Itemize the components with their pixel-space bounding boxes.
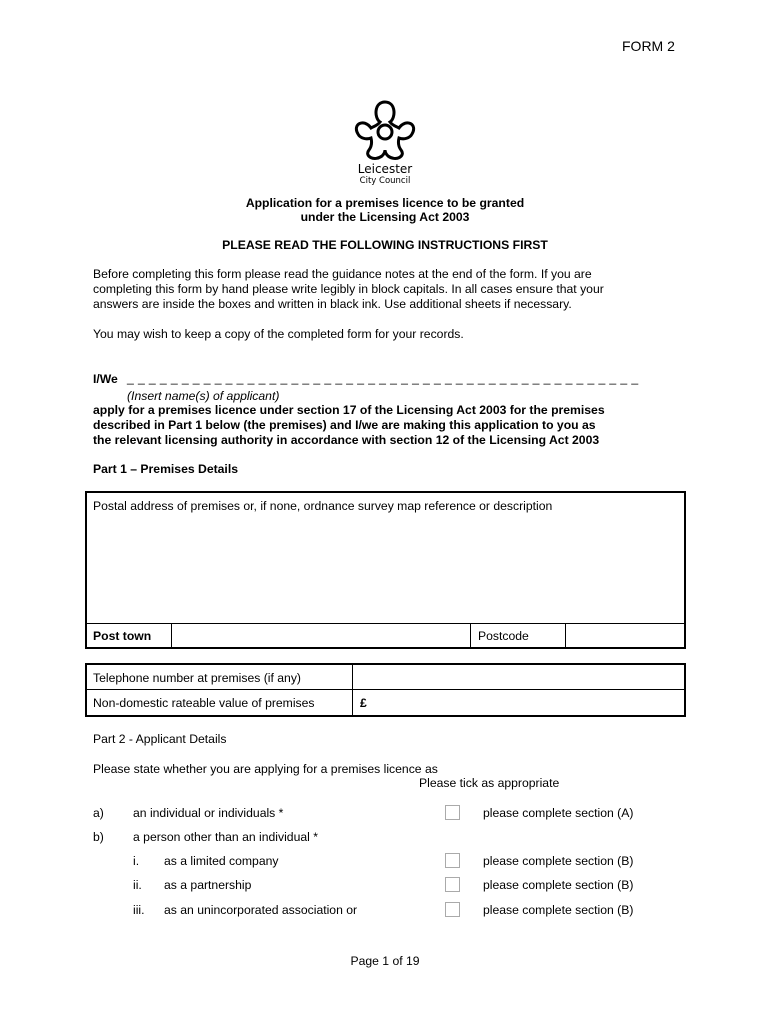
instructions-line3: answers are inside the boxes and written in black ink. Use additional sheets if necessary. xyxy=(93,297,572,311)
option-b-ii-marker: ii. xyxy=(133,878,142,892)
rateable-value-label: Non-domestic rateable value of premises xyxy=(93,696,315,710)
copy-note: You may wish to keep a copy of the completed form for your records. xyxy=(93,327,464,341)
document-title-line1: Application for a premises licence to be granted xyxy=(245,196,525,210)
logo-text-city-council: City Council xyxy=(359,176,411,186)
premises-address-input[interactable] xyxy=(87,493,684,623)
applicant-statement-line3: the relevant licensing authority in accordance with section 12 of the Licensing Act 2003 xyxy=(93,433,600,447)
premises-address-label: Postal address of premises or, if none, ordnance survey map reference or description xyxy=(93,499,553,513)
flower-emblem-icon xyxy=(350,96,420,162)
page-number: Page 1 of 19 xyxy=(350,954,420,968)
postcode-input[interactable] xyxy=(566,624,684,647)
option-b-iii-marker: iii. xyxy=(133,903,145,917)
premises-address-box xyxy=(85,491,686,649)
premises-contact-box xyxy=(85,663,686,717)
currency-symbol: £ xyxy=(360,696,367,710)
instructions-line1: Before completing this form please read the guidance notes at the end of the form. If you are xyxy=(93,267,592,281)
option-a-marker: a) xyxy=(93,806,104,820)
document-title-line2: under the Licensing Act 2003 xyxy=(300,210,470,224)
telephone-label: Telephone number at premises (if any) xyxy=(93,671,301,685)
option-b-i-marker: i. xyxy=(133,854,140,868)
option-b-marker: b) xyxy=(93,830,104,844)
rateable-value-input[interactable] xyxy=(353,690,684,715)
council-logo xyxy=(340,96,430,188)
applicant-statement-line2: described in Part 1 below (the premises) and I/we are making this application to you as xyxy=(93,418,596,432)
applicant-name-field[interactable]: _ _ _ _ _ _ _ _ _ _ _ _ _ _ _ _ _ _ _ _ _ _ _ _ _ _ _ _ _ _ _ _ _ _ _ _ _ _ _ _ _ _ _ _ _ _ _ xyxy=(127,371,639,385)
option-b-iii-label: as an unincorporated association or xyxy=(164,903,358,917)
part2-heading: Part 2 - Applicant Details xyxy=(93,732,227,746)
telephone-input[interactable] xyxy=(353,665,684,689)
option-a-checkbox[interactable] xyxy=(445,805,460,820)
part2-prompt: Please state whether you are applying for a premises licence as xyxy=(93,762,438,776)
option-b-i-label: as a limited company xyxy=(164,854,279,868)
applicant-label: I/We xyxy=(93,372,118,386)
option-a-action: please complete section (A) xyxy=(483,806,634,820)
applicant-name-hint: (Insert name(s) of applicant) xyxy=(127,389,280,403)
tick-hint: Please tick as appropriate xyxy=(419,776,560,790)
instructions-notice: PLEASE READ THE FOLLOWING INSTRUCTIONS FIRST xyxy=(222,238,548,252)
option-b-ii-action: please complete section (B) xyxy=(483,878,634,892)
form-number: FORM 2 xyxy=(622,38,675,54)
option-b-i-checkbox[interactable] xyxy=(445,853,460,868)
option-b-label: a person other than an individual * xyxy=(133,830,318,844)
instructions-line2: completing this form by hand please write legibly in block capitals. In all cases ensure that your xyxy=(93,282,604,296)
option-b-iii-action: please complete section (B) xyxy=(483,903,634,917)
option-a-label: an individual or individuals * xyxy=(133,806,284,820)
applicant-statement-line1: apply for a premises licence under section 17 of the Licensing Act 2003 for the premises xyxy=(93,403,605,417)
option-b-ii-label: as a partnership xyxy=(164,878,252,892)
post-town-input[interactable] xyxy=(172,624,470,647)
option-b-iii-checkbox[interactable] xyxy=(445,902,460,917)
logo-text-leicester: Leicester xyxy=(357,162,413,176)
option-b-i-action: please complete section (B) xyxy=(483,854,634,868)
post-town-label: Post town xyxy=(93,629,152,643)
part1-heading: Part 1 – Premises Details xyxy=(93,462,238,476)
option-b-ii-checkbox[interactable] xyxy=(445,877,460,892)
postcode-label: Postcode xyxy=(478,629,529,643)
